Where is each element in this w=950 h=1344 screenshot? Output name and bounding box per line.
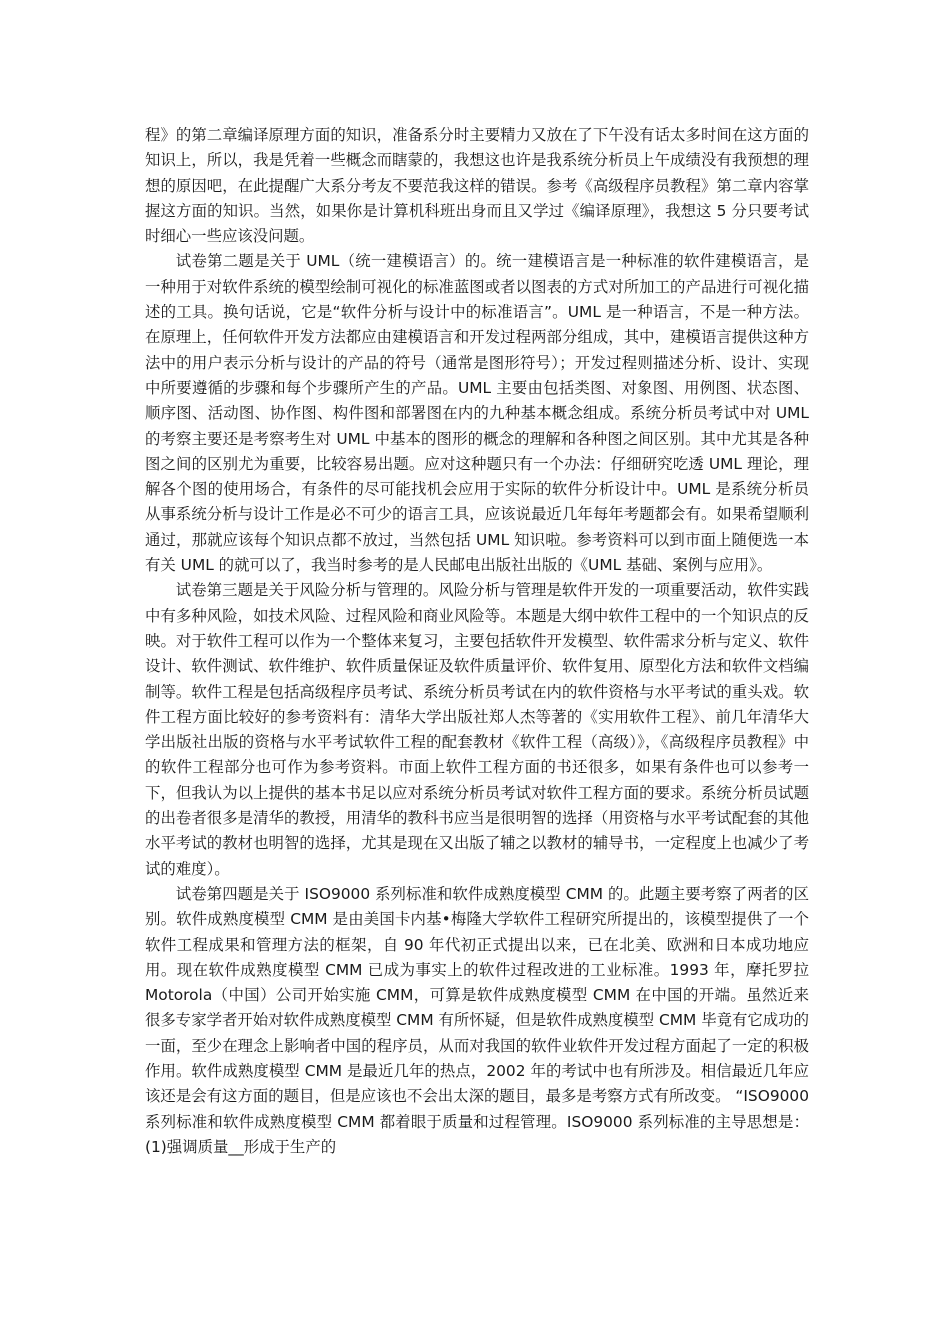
paragraph-4: 试卷第四题是关于 ISO9000 系列标准和软件成熟度模型 CMM 的。此题主要考察了两者的区别。软件成熟度模型 CMM 是由美国卡内基•梅隆大学软件工程研究所提出的，该模型提供了一个软件工程成果和管理方法的框架，自 90 年代初正式提出以来，已在北美、欧洲和日本成功地应用。现在软件成熟度模型 CMM 已成为事实上的软件过程改进的工业标准。1993 年，摩托罗拉 Motorola（中国）公司开始实施 CMM，可算是软件成熟度模型 CMM 在中国的开端。虽然近来很多专家学者开始对软件成熟度模型 CMM 有所怀疑，但是软件成熟度模型 CMM 毕竟有它成功的一面，至少在理念上影响者中国的程序员，从而对我国的软件业软件开发过程方面起了一定的积极作用。软件成熟度模型 CMM 是最近几年的热点，2002 年的考试中也有所涉及。相信最近几年应该还是会有这方面的题目，但是应该也不会出太深的题目，最多是考察方式有所改变。 “ISO9000 系列标准和软件成熟度模型 CMM 都着眼于质量和过程管理。ISO9000 系列标准的主导思想是：(1)强调质量__形成于生产的 xyxy=(145,884,809,1156)
paragraph-3: 试卷第三题是关于风险分析与管理的。风险分析与管理是软件开发的一项重要活动，软件实践中有多种风险，如技术风险、过程风险和商业风险等。本题是大纲中软件工程中的一个知识点的反映。对于软件工程可以作为一个整体来复习，主要包括软件开发模型、软件需求分析与定义、软件设计、软件测试、软件维护、软件质量保证及软件质量评价、软件复用、原型化方法和软件文档编制等。软件工程是包括高级程序员考试、系统分析员考试在内的软件资格与水平考试的重头戏。软件工程方面比较好的参考资料有：清华大学出版社郑人杰等著的《实用软件工程》、前几年清华大学出版社出版的资格与水平考试软件工程的配套教材《软件工程（高级）》，《高级程序员教程》中的软件工程部分也可作为参考资料。市面上软件工程方面的书还很多，如果有条件也可以参考一下，但我认为以上提供的基本书足以应对系统分析员考试对软件工程方面的要求。系统分析员试题的出卷者很多是清华的教授，用清华的教科书应当是很明智的选择（用资格与水平考试配套的其他水平考试的教材也明智的选择，尤其是现在又出版了辅之以教材的辅导书，一定程度上也减少了考试的难度）。 xyxy=(145,581,809,878)
paragraph-1: 程》的第二章编译原理方面的知识，准备系分时主要精力又放在了下午没有话太多时间在这方面的知识上，所以，我是凭着一些概念而瞎蒙的，我想这也许是我系统分析员上午成绩没有我预想的理想的原因吧，在此提醒广大系分考友不要范我这样的错误。参考《高级程序员教程》第二章内容掌握这方面的知识。当然，如果你是计算机科班出身而且又学过《编译原理》，我想这 5 分只要考试时细心一些应该没问题。 xyxy=(145,126,809,246)
document-page xyxy=(145,123,809,1160)
paragraph-2: 试卷第二题是关于 UML（统一建模语言）的。统一建模语言是一种标准的软件建模语言，是一种用于对软件系统的模型绘制可视化的标准蓝图或者以图表的方式对所加工的产品进行可视化描述的工具。换句话说，它是“软件分析与设计中的标准语言”。UML 是一种语言，不是一种方法。在原理上，任何软件开发方法都应由建模语言和开发过程两部分组成，其中，建模语言提供这种方法中的用户表示分析与设计的产品的符号（通常是图形符号）；开发过程则描述分析、设计、实现中所要遵循的步骤和每个步骤所产生的产品。UML 主要由包括类图、对象图、用例图、状态图、顺序图、活动图、协作图、构件图和部署图在内的九种基本概念组成。系统分析员考试中对 UML 的考察主要还是考察考生对 UML 中基本的图形的概念的理解和各种图之间区别。其中尤其是各种图之间的区别尤为重要，比较容易出题。应对这种题只有一个办法：仔细研究吃透 UML 理论，理解各个图的使用场合，有条件的尽可能找机会应用于实际的软件分析设计中。UML 是系统分析员从事系统分析与设计工作是必不可少的语言工具，应该说最近几年每年考题都会有。如果希望顺利通过，那就应该每个知识点都不放过，当然包括 UML 知识啦。参考资料可以到市面上随便选一本有关 UML 的就可以了，我当时参考的是人民邮电出版社出版的《UML 基础、案例与应用》。 xyxy=(145,252,809,575)
